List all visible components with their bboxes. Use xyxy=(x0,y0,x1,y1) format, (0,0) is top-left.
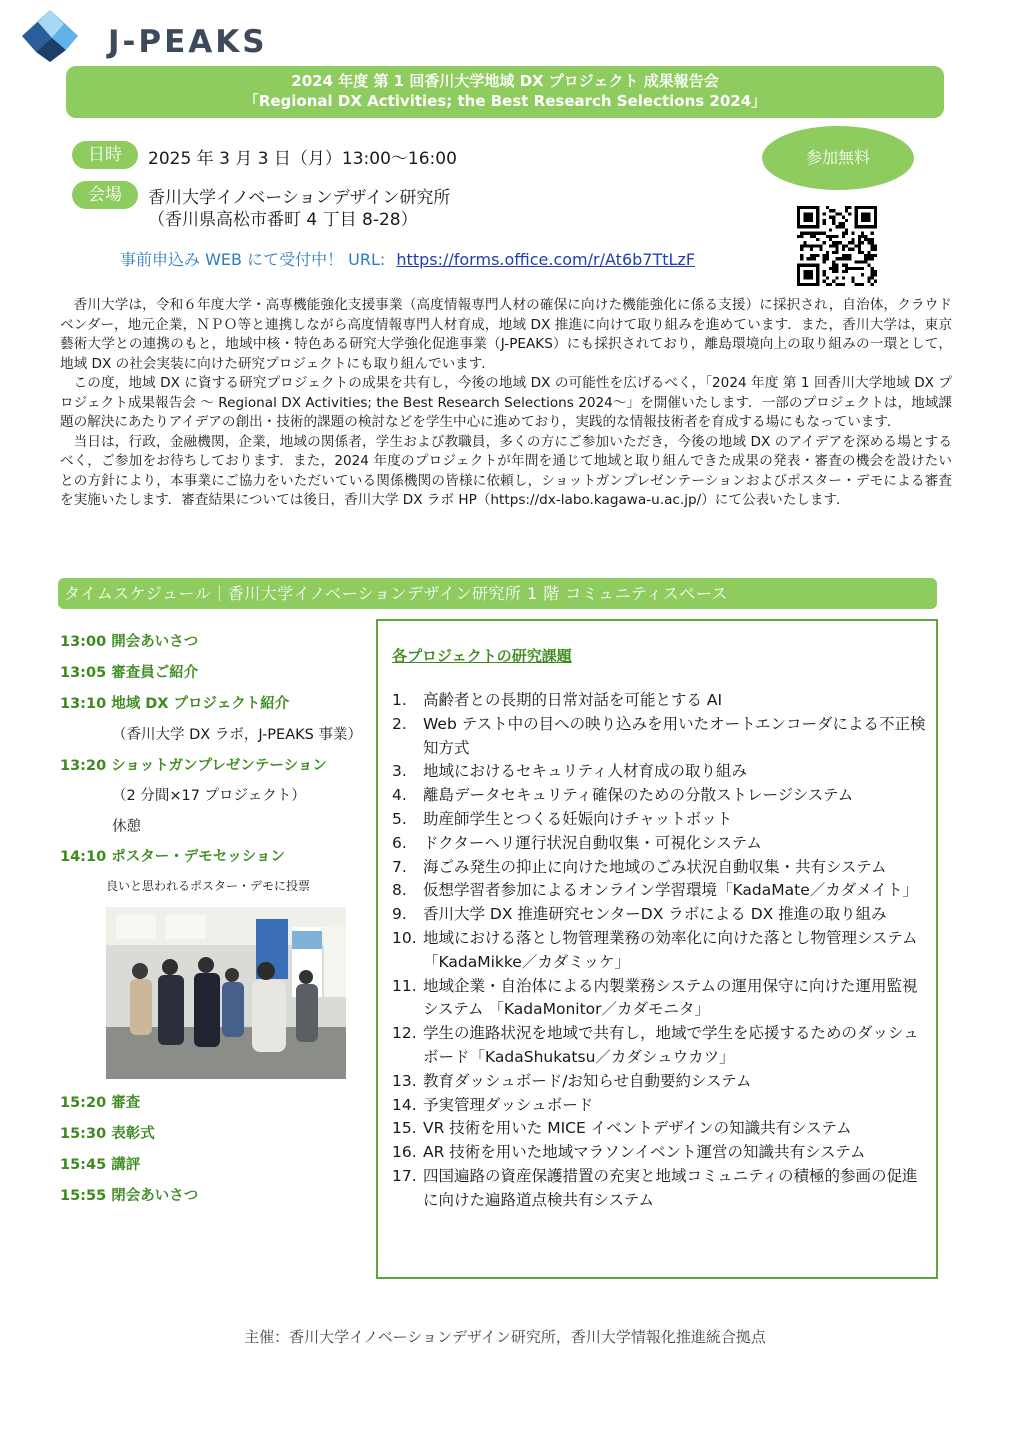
project-item xyxy=(392,1022,932,1070)
free-admission-badge: 参加無料 xyxy=(762,126,914,190)
project-item xyxy=(392,832,932,856)
project-number: 13. xyxy=(392,1071,417,1090)
project-title: 高齢者との長期的日常対話を可能とする AI xyxy=(423,691,723,709)
schedule-item: 15:45 講評 xyxy=(60,1157,141,1173)
project-item xyxy=(392,856,932,880)
qr-code-icon[interactable] xyxy=(797,206,877,286)
project-title: 助産師学生とつくる妊娠向けチャットボット xyxy=(423,809,733,828)
project-title: 地域における落とし物管理業務の効率化に向けた落とし物管理システム「KadaMikke／カダミッケ」 xyxy=(423,928,918,971)
project-title: 教育ダッシュボード/お知らせ自動要約システム xyxy=(423,1071,752,1090)
schedule-item: 15:20 審査 xyxy=(60,1095,141,1111)
title-banner xyxy=(66,66,944,118)
project-number: 6. xyxy=(392,833,407,852)
project-title: 仮想学習者参加によるオンライン学習環境「KadaMate／カダメイト」 xyxy=(423,881,918,900)
schedule-item: 15:55 閉会あいさつ xyxy=(60,1188,199,1204)
poster-session-photo xyxy=(106,907,346,1079)
projects-box xyxy=(376,619,938,1279)
date-badge: 日時 xyxy=(72,141,138,169)
project-item xyxy=(392,903,932,927)
project-item xyxy=(392,689,932,713)
schedule-item: 15:30 表彰式 xyxy=(60,1126,155,1142)
schedule-vote-note: 良いと思われるポスター・デモに投票 xyxy=(106,879,311,893)
project-title: ドクターヘリ運行状況自動収集・可視化システム xyxy=(423,833,762,852)
projects-heading: 各プロジェクトの研究課題 xyxy=(392,647,572,665)
schedule-sub: （香川大学 DX ラボ，J-PEAKS 事業） xyxy=(112,727,362,743)
schedule-item: 13:05 審査員ご紹介 xyxy=(60,665,199,681)
intro-paragraph: この度，地域 DX に資する研究プロジェクトの成果を共有し，今後の地域 DX の可能性を広げるべく，「2024 年度 第 1 回香川大学地域 DX プロジェクト成果報告会 ～ Regional DX Activities; the Best Research Selections 2024～」を開催いたします．一部のプロジェクトは，地域課題の解決にあたりアイデアの創出・技術的課題の検討などを学生中心に進めており，実践的な情報技術者を育成する場にもなっています． xyxy=(60,375,952,430)
project-number: 7. xyxy=(392,857,407,876)
mountain-logo-icon xyxy=(16,8,96,66)
organizer-text: 主催：香川大学イノベーションデザイン研究所，香川大学情報化推進統合拠点 xyxy=(244,1328,766,1346)
project-number: 16. xyxy=(392,1143,417,1162)
project-title: 四国遍路の資産保護措置の充実と地域コミュニティの積極的参画の促進に向けた遍路道点検共有システム xyxy=(423,1166,918,1209)
project-number: 11. xyxy=(392,976,417,995)
project-title: 予実管理ダッシュボード xyxy=(423,1095,594,1114)
project-title: AR 技術を用いた地域マラソンイベント運営の知識共有システム xyxy=(423,1143,866,1162)
schedule-item: 13:00 開会あいさつ xyxy=(60,634,199,650)
title-line-2: 「Regional DX Activities; the Best Research Selections 2024」 xyxy=(243,92,767,110)
project-title: 海ごみ発生の抑止に向けた地域のごみ状況自動収集・共有システム xyxy=(423,857,887,876)
intro-paragraph: 当日は，行政，金融機関，企業，地域の関係者，学生および教職員，多くの方にご参加いただき，今後の地域 DX のアイデアを深める場とするべく，ご参加をお待ちしております．また，2024 年度のプロジェクトが年間を通じて地域と取り組んできた成果の発表・審査の機会を設けたいとの方針により，本事業にご協力をいただいている関係機関の皆様に依頼し，ショットガンプレゼンテーションおよびポスター・デモによる審査を実施いたします．審査結果については後日，香川大学 DX ラボ HP（https://dx-labo.kagawa-u.ac.jp/）にて公表いたします． xyxy=(60,433,952,508)
schedule-header: タイムスケジュール｜香川大学イノベーションデザイン研究所 1 階 コミュニティスペース xyxy=(58,578,937,609)
project-title: 香川大学 DX 推進研究センターDX ラボによる DX 推進の取り組み xyxy=(423,905,887,924)
project-number: 14. xyxy=(392,1095,417,1114)
project-number: 15. xyxy=(392,1119,417,1138)
project-title: 地域におけるセキュリティ人材育成の取り組み xyxy=(423,762,747,781)
project-title: 地域企業・自治体による内製業務システムの運用保守に向けた運用監視システム 「KadaMonitor／カダモニタ」 xyxy=(423,976,918,1019)
project-item xyxy=(392,1117,932,1141)
project-number: 3. xyxy=(392,762,407,781)
project-title: VR 技術を用いた MICE イベントデザインの知識共有システム xyxy=(423,1119,852,1138)
project-number: 9. xyxy=(392,905,407,924)
project-item xyxy=(392,1070,932,1094)
project-item xyxy=(392,879,932,903)
project-number: 10. xyxy=(392,928,417,947)
project-item xyxy=(392,1141,932,1165)
project-number: 17. xyxy=(392,1166,417,1185)
intro-paragraph: 香川大学は，令和６年度大学・高専機能強化支援事業（高度情報専門人材の確保に向けた機能強化に係る支援）に採択され，自治体，クラウドベンダー，地元企業，ＮＰＯ等と連携しながら高度情報専門人材育成，地域 DX 推進に向けて取り組みを進めています．また，香川大学は，東京藝術大学との連携のもと，地域中核・特色ある研究大学強化促進事業（J-PEAKS）にも採択されており，離島環境向上の取り組みの一環として，地域 DX の社会実装に向けた研究プロジェクトにも取り組んでいます． xyxy=(60,297,952,372)
apply-line xyxy=(120,247,695,270)
project-number: 4. xyxy=(392,786,407,805)
project-item xyxy=(392,713,932,761)
project-item xyxy=(392,927,932,975)
project-item xyxy=(392,760,932,784)
project-number: 5. xyxy=(392,809,407,828)
j-peaks-logo xyxy=(16,8,276,66)
title-line-1: 2024 年度 第 1 回香川大学地域 DX プロジェクト 成果報告会 xyxy=(291,72,719,90)
venue-address: （香川県高松市番町 4 丁目 8-28） xyxy=(148,210,418,230)
project-item xyxy=(392,975,932,1023)
project-title: 学生の進路状況を地域で共有し，地域で学生を応援するためのダッシュボード「KadaShukatsu／カダシュウカツ」 xyxy=(423,1024,919,1066)
project-number: 12. xyxy=(392,1024,417,1043)
schedule-item: 13:10 地域 DX プロジェクト紹介 xyxy=(60,696,290,712)
schedule-item: 13:20 ショットガンプレゼンテーション xyxy=(60,758,327,774)
intro-text xyxy=(60,296,952,511)
venue-badge: 会場 xyxy=(72,181,138,209)
project-item xyxy=(392,1094,932,1118)
project-title: Web テスト中の目への映り込みを用いたオートエンコーダによる不正検知方式 xyxy=(423,714,926,757)
project-number: 2. xyxy=(392,714,407,733)
schedule-break: 休憩 xyxy=(112,819,141,835)
date-value: 2025 年 3 月 3 日（月）13:00～16:00 xyxy=(148,149,457,169)
project-number: 8. xyxy=(392,881,407,900)
project-item xyxy=(392,784,932,808)
project-title: 離島データセキュリティ確保のための分散ストレージシステム xyxy=(423,786,854,805)
schedule-item: 14:10 ポスター・デモセッション xyxy=(60,849,285,865)
project-item xyxy=(392,808,932,832)
projects-list xyxy=(392,689,932,1213)
venue-name: 香川大学イノベーションデザイン研究所 xyxy=(148,188,451,208)
project-item xyxy=(392,1165,932,1213)
apply-text: 事前申込み WEB にて受付中！ URL: xyxy=(120,250,386,269)
registration-link[interactable]: https://forms.office.com/r/At6b7TtLzF xyxy=(396,250,696,269)
project-number: 1. xyxy=(392,691,407,709)
schedule-sub: （2 分間×17 プロジェクト） xyxy=(112,788,306,804)
logo-text: J-PEAKS xyxy=(108,24,268,60)
